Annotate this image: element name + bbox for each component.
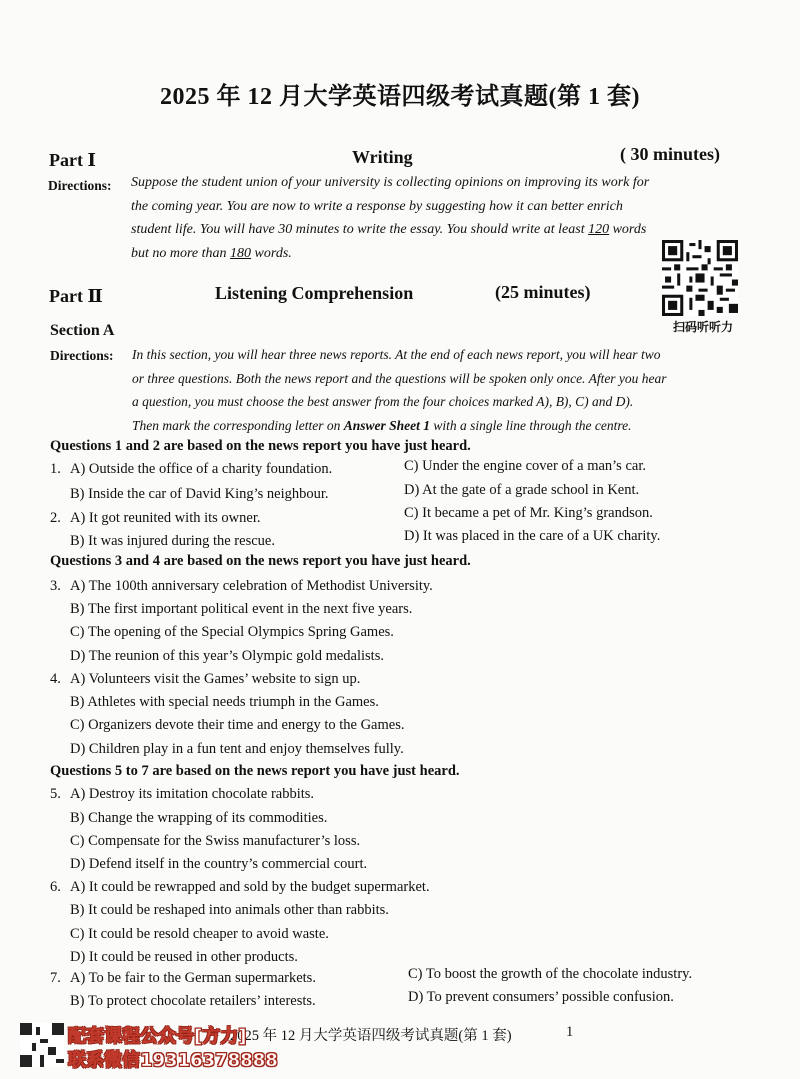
page-title: 2025 年 12 月大学英语四级考试真题(第 1 套): [160, 84, 640, 110]
option-3c[interactable]: C) The opening of the Special Olympics Spring Games.: [70, 624, 394, 640]
option-6d[interactable]: D) It could be reused in other products.: [70, 949, 298, 965]
qr-label: 扫码听听力: [672, 320, 733, 334]
part1-dir-line-2: the coming year. You are now to write a response by suggesting how it can better enrich: [131, 198, 623, 214]
part2-directions: [132, 343, 667, 437]
option-2c[interactable]: C) It became a pet of Mr. King’s grandson.: [404, 505, 653, 521]
option-1c[interactable]: C) Under the engine cover of a man’s car.: [404, 458, 646, 474]
promo-qr-code[interactable]: [20, 1023, 64, 1072]
part1-dir-line-4: but no more than 180 words.: [131, 245, 292, 261]
qr-code-icon: [662, 240, 738, 316]
part2-dir-line-4: Then mark the corresponding letter on Answer Sheet 1 with a single line through the centre.: [132, 417, 632, 433]
question-group-heading: Questions 3 and 4 are based on the news report you have just heard.: [50, 553, 471, 569]
option-2d[interactable]: D) It was placed in the care of a UK charity.: [404, 528, 661, 544]
option-6c[interactable]: C) It could be resold cheaper to avoid waste.: [70, 926, 329, 942]
option-7c[interactable]: C) To boost the growth of the chocolate industry.: [408, 966, 693, 982]
option-1d[interactable]: D) At the gate of a grade school in Kent.: [404, 482, 640, 498]
option-5d[interactable]: D) Defend itself in the country’s commercial court.: [70, 856, 368, 872]
part1-name: Writing: [352, 147, 413, 167]
part2-time: (25 minutes): [495, 282, 591, 302]
part1-dir-line-3: student life. You will have 30 minutes to write the essay. You should write at least 120 words: [131, 222, 647, 237]
promo-line-2: 联系微信19316378888: [68, 1050, 278, 1071]
part1-dir-line-1: Suppose the student union of your university is collecting opinions on improving its work for: [131, 175, 650, 190]
option-1b[interactable]: B) Inside the car of David King’s neighbour.: [70, 486, 329, 502]
part1-directions: [131, 171, 649, 265]
option-4b[interactable]: B) Athletes with special needs triumph in the Games.: [70, 694, 379, 710]
part2-name: Listening Comprehension: [215, 283, 414, 303]
option-6b[interactable]: B) It could be reshaped into animals other than rabbits.: [70, 902, 389, 918]
section-a-heading: Section A: [50, 322, 115, 339]
option-2b[interactable]: B) It was injured during the rescue.: [70, 533, 275, 549]
part2-dir-line-1: In this section, you will hear three news reports. At the end of each news report, you will hear two: [132, 347, 661, 362]
option-5c[interactable]: C) Compensate for the Swiss manufacturer’s loss.: [70, 833, 361, 849]
option-7a[interactable]: A) To be fair to the German supermarkets.: [70, 970, 316, 986]
option-3a[interactable]: A) The 100th anniversary celebration of Methodist University.: [70, 578, 433, 594]
page-number: 1: [566, 1024, 574, 1040]
part1-directions-label: Directions:: [48, 178, 112, 193]
option-7d[interactable]: D) To prevent consumers’ possible confusion.: [408, 989, 674, 1005]
answer-sheet-ref: Answer Sheet 1: [343, 417, 431, 433]
part2-directions-label: Directions:: [50, 348, 114, 363]
listening-qr-code[interactable]: [662, 240, 744, 335]
part2-label: Part Ⅱ: [49, 286, 103, 306]
part1-label: Part Ⅰ: [49, 150, 96, 170]
option-6a[interactable]: A) It could be rewrapped and sold by the budget supermarket.: [70, 879, 430, 895]
question-group-heading: Questions 5 to 7 are based on the news report you have just heard.: [50, 763, 460, 779]
min-words: 120: [588, 222, 610, 237]
question-number: 6.: [50, 879, 61, 895]
question-number: 2.: [50, 510, 61, 526]
option-2a[interactable]: A) It got reunited with its owner.: [70, 510, 261, 526]
option-5b[interactable]: B) Change the wrapping of its commodities.: [70, 810, 328, 826]
promo-line-1: 配套课程公众号[方力]: [68, 1026, 247, 1047]
option-3b[interactable]: B) The first important political event in the next five years.: [70, 601, 413, 617]
question-number: 4.: [50, 671, 61, 687]
option-4a[interactable]: A) Volunteers visit the Games’ website to sign up.: [70, 671, 361, 687]
part1-time: ( 30 minutes): [620, 144, 720, 164]
question-number: 5.: [50, 786, 61, 802]
option-1a[interactable]: A) Outside the office of a charity foundation.: [70, 461, 333, 477]
option-4d[interactable]: D) Children play in a fun tent and enjoy themselves fully.: [70, 741, 404, 757]
page-footer-title: 2025 年 12 月大学英语四级考试真题(第 1 套): [230, 1028, 512, 1044]
question-number: 3.: [50, 578, 61, 594]
question-group-heading: Questions 1 and 2 are based on the news report you have just heard.: [50, 438, 471, 454]
part2-dir-line-3: a question, you must choose the best answer from the four choices marked A), B), C) and D).: [132, 394, 634, 409]
part2-dir-line-2: or three questions. Both the news report and the questions will be spoken only once. After you hear: [132, 370, 667, 386]
option-3d[interactable]: D) The reunion of this year’s Olympic gold medalists.: [70, 648, 384, 664]
question-number: 1.: [50, 461, 61, 477]
promo-qr-icon: [20, 1023, 64, 1067]
option-4c[interactable]: C) Organizers devote their time and energy to the Games.: [70, 717, 405, 733]
option-5a[interactable]: A) Destroy its imitation chocolate rabbits.: [70, 786, 315, 802]
option-7b[interactable]: B) To protect chocolate retailers’ interests.: [70, 993, 316, 1009]
question-number: 7.: [50, 970, 61, 986]
max-words: 180: [230, 245, 252, 261]
